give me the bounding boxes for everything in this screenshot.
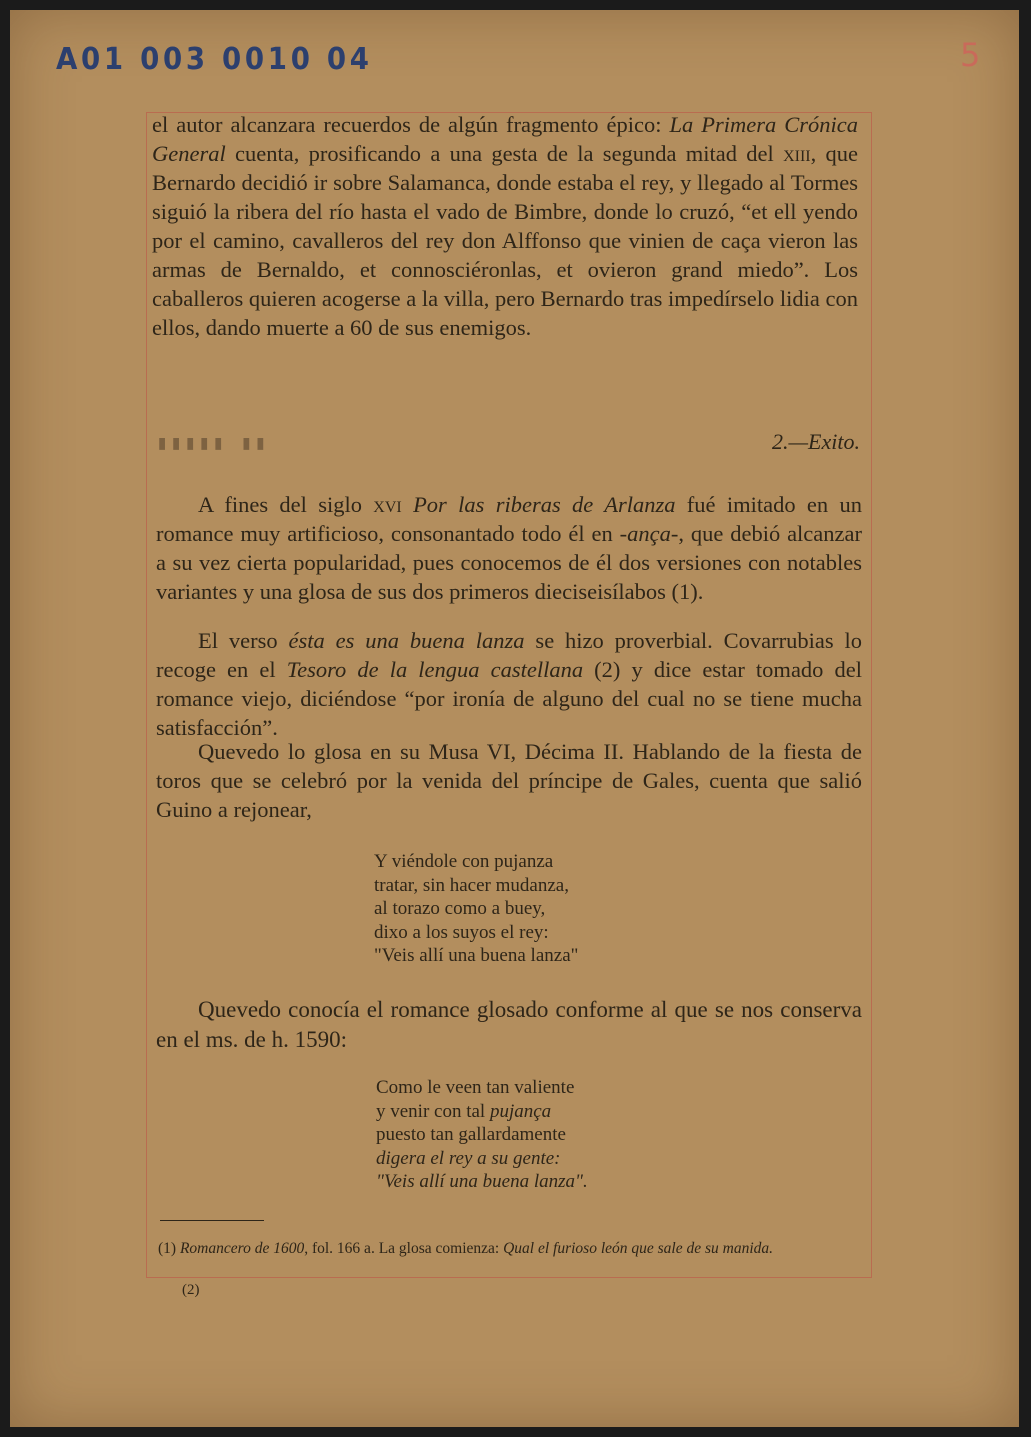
paragraph-quevedo-knew: Quevedo conocía el romance glosado conforme al que se nos conserva en el ms. de h. 1590: (156, 997, 862, 1052)
page-number: 5 (960, 36, 981, 74)
verse-line: dixo a los suyos el rey: (374, 921, 549, 943)
section-heading: 2.—Exito. (772, 429, 860, 454)
verse-line: "Veis allí una buena lanza". (376, 1171, 588, 1192)
paragraph-romance-imitation: A fines del siglo xvi Por las riberas de Arlanza fué imitado en un romance muy artificioso, consonantado todo él en -ança-, que debió alcanzar a su vez cierta popularidad, pues conocemos de él dos versiones con notables variantes y una glosa de sus dos primeros dieciseisílabos (1). (156, 492, 862, 604)
verse-line: al torazo como a buey, (374, 898, 546, 919)
verse-line: tratar, sin hacer mudanza, (374, 874, 569, 896)
footnote-rule (160, 1220, 264, 1221)
archive-code-stamp: A01 003 0010 04 (56, 42, 373, 77)
paragraph-quevedo-glosa: Quevedo lo glosa en su Musa VI, Décima II. Hablando de la fiesta de toros que se celebró por la venida del príncipe de Gales, cuenta que salió Guino a rejonear, (156, 739, 862, 822)
verse-line: Como le veen tan valiente (376, 1077, 575, 1098)
faded-stamp: ▮▮▮▮▮ ▮▮ (156, 430, 269, 454)
verse-line: Y viéndole con pujanza (374, 851, 554, 872)
footnote-1: (1) Romancero de 1600, fol. 166 a. La glosa comienza: Qual el furioso león que sale de su manida. (158, 1240, 774, 1257)
verse-line: "Veis allí una buena lanza" (374, 945, 579, 966)
verse-line: y venir con tal pujança (376, 1100, 552, 1122)
verse-line: digera el rey a su gente: (376, 1147, 561, 1169)
verse-line: puesto tan gallardamente (376, 1124, 566, 1145)
paragraph-epic-fragment: el autor alcanzara recuerdos de algún fragmento épico: La Primera Crónica General cuenta, prosificando a una gesta de la segunda mitad del xiii, que Bernardo decidió ir sobre Salamanca, donde estaba el rey, y llegado al Tormes siguió la ribera del río hasta el vado de Bimbre, donde lo cruzó, “et ell yendo por el camino, cavalleros del rey don Alffonso que vinien de caça vieron las armas de Bernaldo, et connosciéronlas, et ovieron grand miedo”. Los caballeros quieren acogerse a la villa, pero Bernardo tras impedírselo lidia con ellos, dando muerte a 60 de sus enemigos. (152, 112, 858, 340)
verse-quevedo (374, 850, 578, 968)
footnote-2: (2) (182, 1282, 200, 1298)
paragraph-proverbial-verse: El verso ésta es una buena lanza se hizo proverbial. Covarrubias lo recoge en el Tesoro de la lengua castellana (2) y dice estar tomado del romance viejo, diciéndose “por ironía de alguno del cual no se tiene mucha satisfacción”. (156, 628, 863, 740)
verse-manuscript-1590 (376, 1076, 588, 1194)
